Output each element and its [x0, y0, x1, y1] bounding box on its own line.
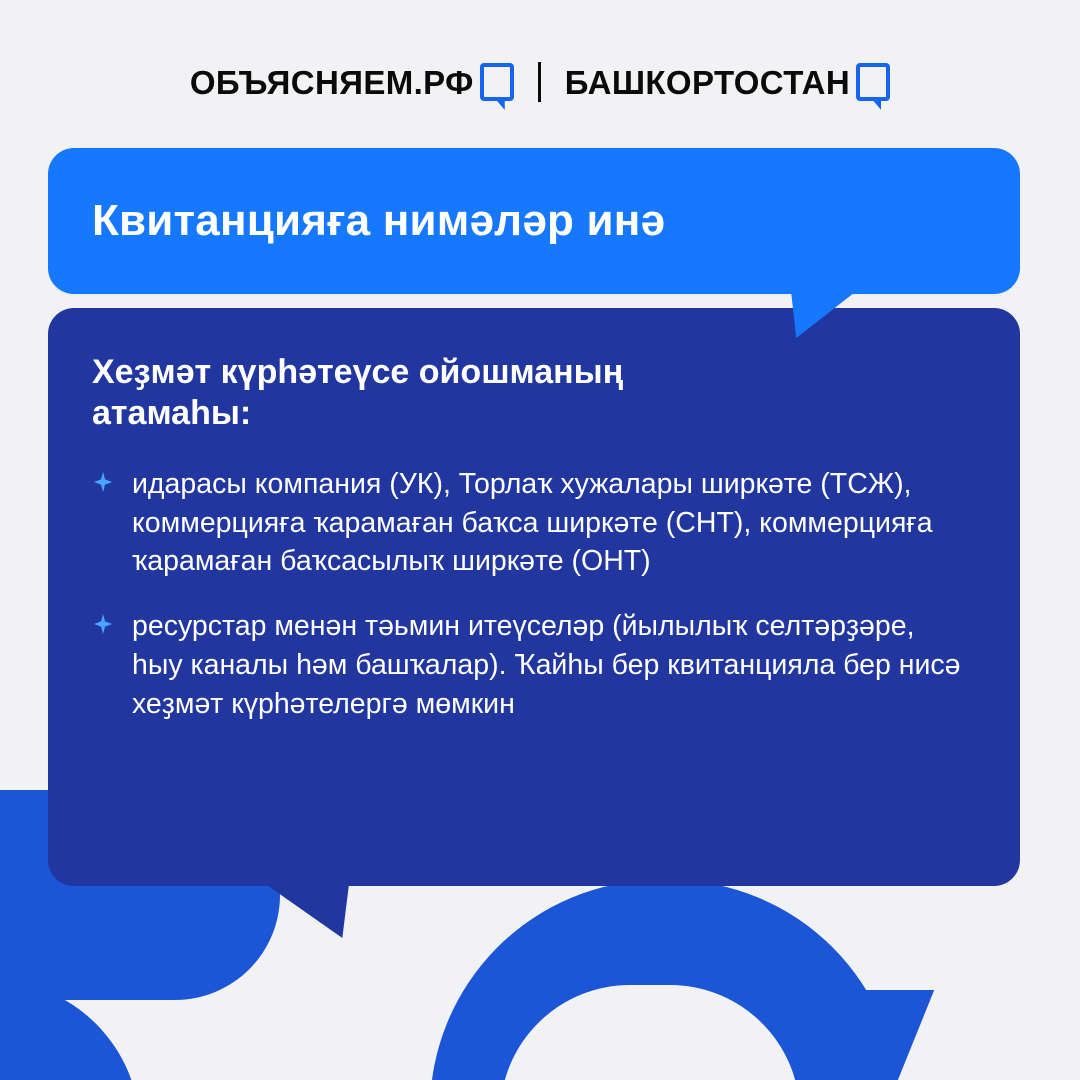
speech-bubble-icon	[480, 63, 514, 101]
list-item-text: ресурстар менән тәьмин итеүселәр (йылылыҡ селтәрҙәре, һыу каналы һәм башҡалар). Ҡайһы бер квитанцияла бер нисә хеҙмәт күрһәтелергә мөмкин	[132, 610, 961, 720]
page-title: Квитанцияға нимәләр инә	[92, 196, 666, 245]
speech-bubble-icon-region	[856, 63, 890, 101]
brand-logo-label: ОБЪЯСНЯЕМ.РФ	[189, 63, 474, 101]
content-card	[48, 308, 1020, 886]
bullet-list	[92, 465, 972, 724]
brand-region-label: БАШКОРТОСТАН	[564, 63, 851, 101]
list-item	[92, 607, 972, 723]
list-item	[92, 465, 972, 581]
brand-header	[0, 62, 1080, 102]
sparkle-icon	[92, 613, 114, 647]
section-subtitle: Хеҙмәт күрһәтеүсе ойошманың атамаһы:	[92, 353, 624, 433]
title-card	[48, 148, 1020, 294]
brand-logo	[190, 63, 514, 101]
list-item-text: идарасы компания (УК), Торлаҡ хужалары ширкәте (ТСЖ), коммерцияға ҡарамаған баҡса ширкәте (СНТ), коммерцияға ҡарамаған баҡсасылыҡ ширкәте (ОНТ)	[132, 467, 933, 578]
sparkle-icon	[92, 471, 114, 505]
brand-divider	[538, 62, 541, 102]
brand-region	[565, 63, 890, 101]
